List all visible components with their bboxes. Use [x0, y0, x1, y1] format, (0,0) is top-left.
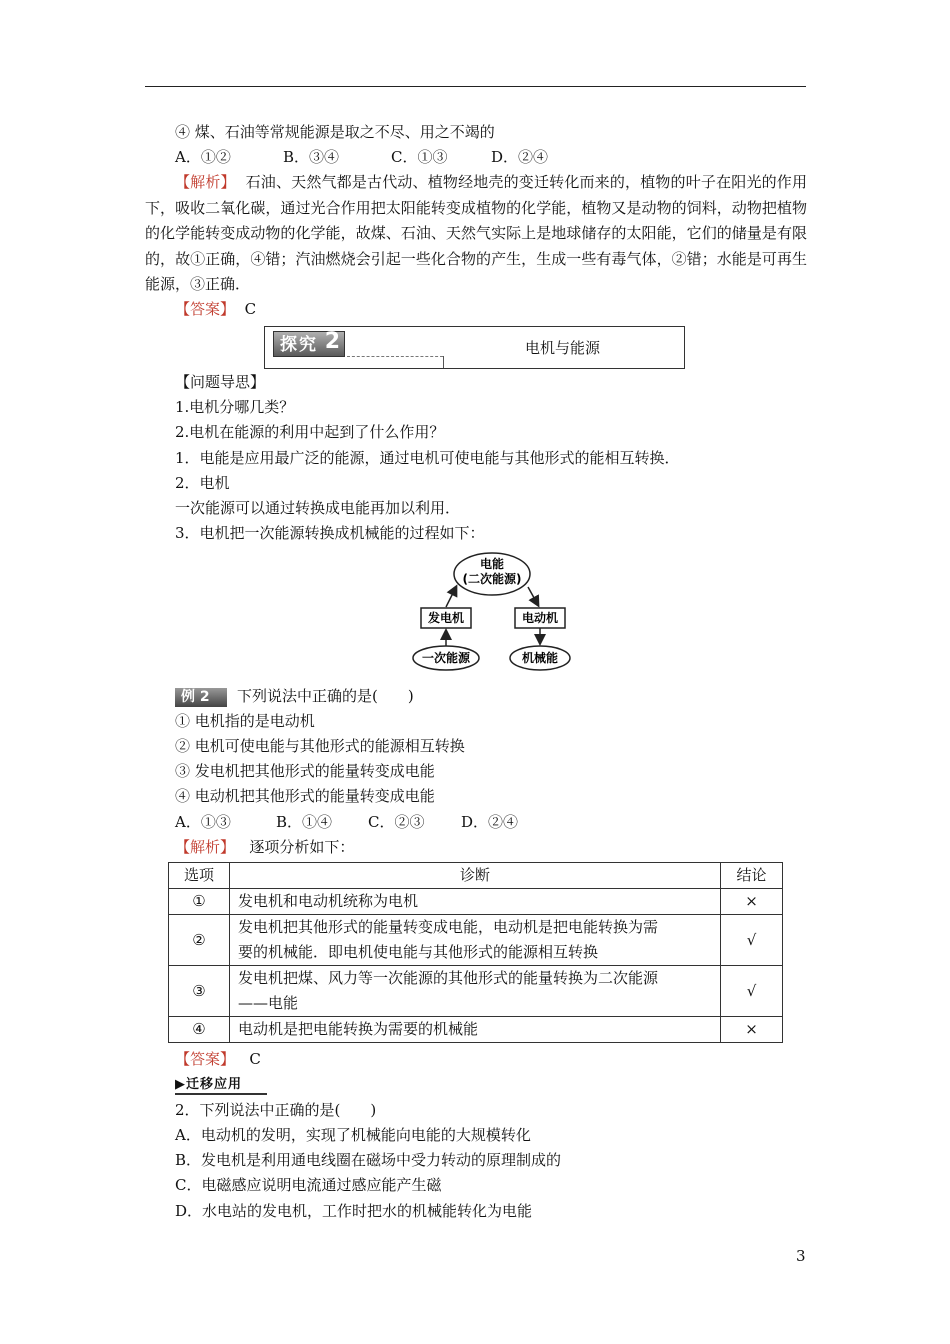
node-electric-energy-line1: 电能 — [479, 557, 505, 571]
arrow-generator-to-electric — [446, 587, 456, 607]
table-cell-option: ④ — [169, 1017, 230, 1043]
q1-option-b: B．③④ — [283, 148, 340, 166]
table-cell-option: ① — [169, 889, 230, 915]
node-generator-label: 发电机 — [427, 611, 465, 625]
section-badge-text: 探究 — [280, 335, 318, 355]
guide-question-1: 1.电机分哪几类？ — [175, 398, 295, 416]
table-row — [169, 1017, 783, 1043]
q1-answer-value: C — [244, 300, 257, 318]
section-tick — [443, 356, 444, 368]
table-cell-diagnosis — [230, 966, 721, 1017]
example-badge — [175, 688, 227, 707]
table-cell-conclusion: √ — [721, 966, 783, 1017]
q1-options — [175, 145, 548, 170]
table-cell-diagnosis-line2: 要的机械能．即电机使电能与其他形式的能源相互转换 — [238, 943, 599, 961]
table-cell-conclusion: √ — [721, 915, 783, 966]
q1-item-4: ④ 煤、石油等常规能源是取之不尽、用之不竭的 — [175, 123, 495, 141]
transfer-option-b: B．发电机是利用通电线圈在磁场中受力转动的原理制成的 — [175, 1151, 562, 1169]
table-header-diagnosis: 诊断 — [230, 863, 721, 889]
table-cell-conclusion: × — [721, 1017, 783, 1043]
transfer-question: 2．下列说法中正确的是( ) — [175, 1101, 377, 1119]
example-answer — [175, 1047, 261, 1072]
table-row — [169, 889, 783, 915]
transfer-badge: ▶迁移应用 — [175, 1076, 267, 1095]
example-badge-text: 例 — [181, 688, 195, 705]
transfer-badge-text: 迁移应用 — [186, 1077, 243, 1092]
q1-option-c: C．①③ — [391, 148, 448, 166]
q1-option-d: D．②④ — [491, 148, 549, 166]
transfer-option-d: D．水电站的发电机，工作时把水的机械能转化为电能 — [175, 1202, 533, 1220]
table-header-conclusion: 结论 — [721, 863, 783, 889]
analysis-table — [168, 862, 783, 1043]
table-cell-diagnosis-line1: 发电机把煤、风力等一次能源的其他形式的能量转换为二次能源 — [238, 969, 659, 987]
table-row — [169, 966, 783, 1017]
table-cell-diagnosis — [230, 915, 721, 966]
example-option-a: A．①③ — [175, 813, 231, 831]
example-badge-number: 2 — [199, 688, 210, 705]
example-item-2: ② 电机可使电能与其他形式的能源相互转换 — [175, 737, 465, 755]
energy-flow-diagram — [405, 550, 580, 675]
table-header-row — [169, 863, 783, 889]
guide-point-1: 1．电能是应用最广泛的能源，通过电机可使电能与其他形式的能相互转换． — [175, 449, 680, 467]
q1-answer-tag: 【答案】 — [175, 300, 236, 318]
example-item-1: ① 电机指的是电动机 — [175, 712, 315, 730]
top-rule — [145, 86, 806, 87]
example-question-text: 下列说法中正确的是( ) — [237, 687, 414, 705]
example-answer-tag: 【答案】 — [175, 1050, 236, 1068]
example-item-3: ③ 发电机把其他形式的能量转变成电能 — [175, 762, 435, 780]
example-item-4: ④ 电动机把其他形式的能量转变成电能 — [175, 787, 435, 805]
example-analysis-tag: 【解析】 — [175, 838, 236, 856]
table-cell-diagnosis-line1: 发电机把其他形式的能量转变成电能，电动机是把电能转换为需 — [238, 918, 659, 936]
guide-point-4: 3．电机把一次能源转换成机械能的过程如下： — [175, 524, 485, 542]
guide-tag: 【问题导思】 — [175, 373, 266, 391]
table-cell-diagnosis-line2: ——电能 — [238, 994, 299, 1012]
example-option-c: C．②③ — [368, 813, 425, 831]
q1-analysis — [145, 170, 807, 298]
q1-analysis-text: 石油、天然气都是古代动、植物经地壳的变迁转化而来的，植物的叶子在阳光的作用下，吸收二氧化碳，通过光合作用把太阳能转变成植物的化学能，植物又是动物的饲料，动物把植物的化学能转变成动物的化学能，故煤、石油、天然气实际上是地球储存的太阳能，它们的储量是有限的，故①正确，④错；汽油燃烧会引起一些化合物的产生，生成一些有毒气体，②错；水能是可再生能源，③正确． — [145, 173, 807, 293]
q1-analysis-tag: 【解析】 — [175, 173, 236, 191]
guide-point-3: 一次能源可以通过转换成电能再加以利用． — [175, 499, 461, 517]
table-cell-conclusion: × — [721, 889, 783, 915]
guide-question-2: 2.电机在能源的利用中起到了什么作用？ — [175, 423, 445, 441]
example-analysis — [175, 835, 354, 860]
node-mechanical-energy-label: 机械能 — [521, 651, 559, 665]
section-title: 电机与能源 — [525, 339, 601, 357]
table-cell-option: ③ — [169, 966, 230, 1017]
section-header — [264, 326, 685, 369]
transfer-option-c: C．电磁感应说明电流通过感应能产生磁 — [175, 1176, 442, 1194]
node-motor-label: 电动机 — [521, 611, 559, 625]
example-option-d: D．②④ — [461, 813, 519, 831]
section-badge-number: 2 — [324, 329, 342, 354]
section-dashed-line — [347, 356, 443, 357]
node-primary-energy-label: 一次能源 — [421, 651, 471, 665]
transfer-option-a: A．电动机的发明，实现了机械能向电能的大规模转化 — [175, 1126, 531, 1144]
example-answer-value: C — [249, 1050, 261, 1068]
arrow-electric-to-motor — [528, 587, 538, 605]
table-header-option: 选项 — [169, 863, 230, 889]
example-option-b: B．①④ — [276, 813, 333, 831]
q1-option-a: A．①② — [175, 148, 231, 166]
q1-answer — [175, 297, 256, 322]
table-cell-diagnosis: 电动机是把电能转换为需要的机械能 — [230, 1017, 721, 1043]
table-row — [169, 915, 783, 966]
example-question — [175, 684, 414, 709]
page-number: 3 — [796, 1247, 806, 1265]
section-badge — [273, 331, 345, 357]
guide-point-2: 2．电机 — [175, 474, 230, 492]
table-cell-diagnosis: 发电机和电动机统称为电机 — [230, 889, 721, 915]
example-analysis-text: 逐项分析如下： — [249, 838, 355, 856]
table-cell-option: ② — [169, 915, 230, 966]
example-options — [175, 810, 518, 835]
node-electric-energy-line2: (二次能源) — [462, 572, 522, 586]
